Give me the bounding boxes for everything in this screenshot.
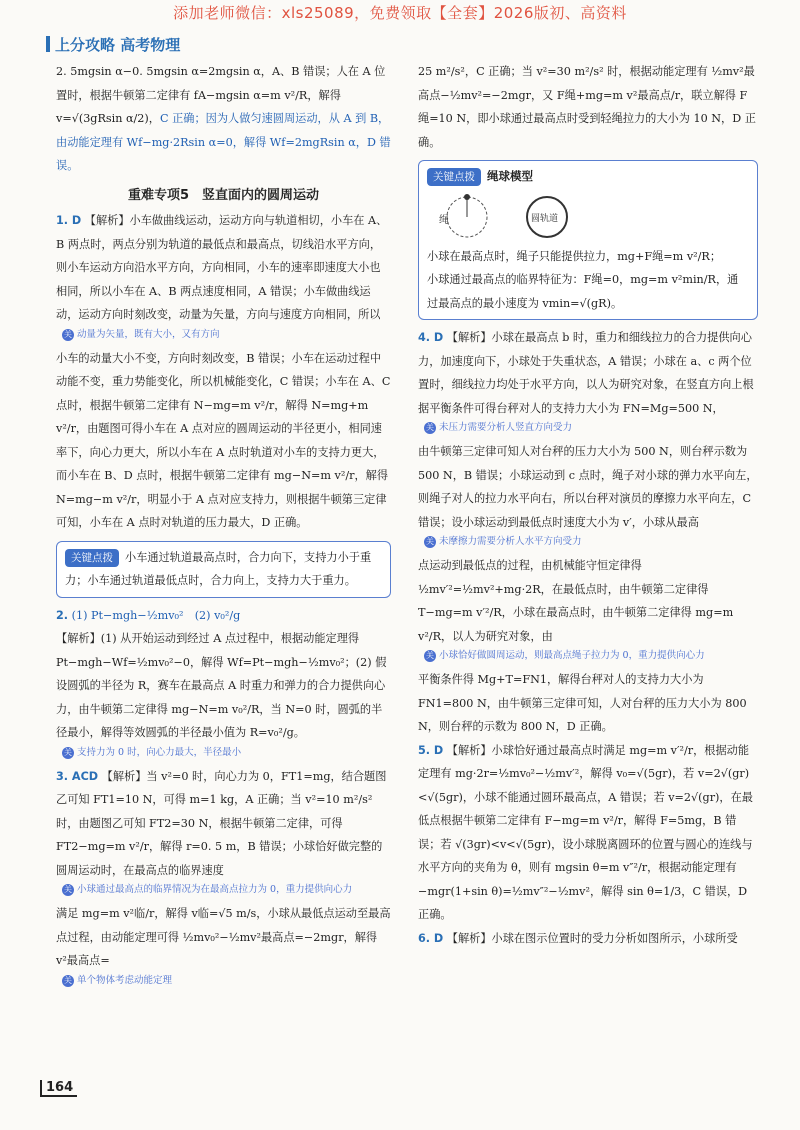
key-icon: 关 [426, 423, 434, 432]
key-icon: 关 [64, 975, 72, 985]
left-column [56, 60, 391, 993]
intro-text-b: C 正确；因为人做匀速圆周运动，从 A 到 B，由动能定理有 Wf−mg·2Rsin α=0，解得 Wf=2mgRsin α， [56, 112, 390, 149]
q1-number: 1. D [56, 214, 82, 227]
page-header [46, 34, 180, 55]
q3-paragraph [56, 765, 391, 883]
intro-text-a: 2. 5mgsin α−0. 5mgsin α=2mgsin α，A、B 错误；人在 A 位置时，根据牛顿第二定律有 fA−mgsin α=m v²/R，解得 v=√(3gRsin α/2)， [56, 65, 386, 125]
rope-diagram-svg [427, 189, 587, 245]
header-bar [46, 36, 50, 52]
q3-note-2 [62, 973, 391, 989]
key-icon: 关 [64, 329, 72, 339]
q5-number: 5. D [418, 743, 444, 757]
rope-model-box [418, 160, 758, 320]
q3-note-text: 小球通过最高点的临界情况为在最高点拉力为 0，重力提供向心力 [77, 884, 353, 895]
q6-text: 【解析】小球在图示位置时的受力分析如图所示，小球所受 [446, 931, 738, 945]
key-icon: 关 [426, 537, 434, 546]
q4-note3-text: 小球恰好做圆周运动，则最高点绳子拉力为 0，重力提供向心力 [439, 650, 705, 661]
q3-number: 3. ACD [56, 769, 99, 783]
q3-paragraph-2: 满足 mg=m v²临/r，解得 v临=√5 m/s，小球从最低点运动至最高点过程，由动能定理可得 ½mv₀²−½mv²最高点=−2mgr，解得 v²最高点= [56, 907, 391, 967]
q1-kp-tag: 关键点拨 [65, 549, 119, 567]
q4-note-3 [424, 648, 758, 664]
q1-text: 【解析】小车做曲线运动，运动方向与轨道相切，小车在 A、B 两点时，两点分别为轨道的最低点和最高点，切线沿水平方向，则小车运动方向沿水平方向，方向相同，小车的速率即速度大小也相同，所以小车在 A、B 两点速度相同，A 错误；小车做曲线运动，运动方向时刻改变，动量为矢量，方向与速度方向相同，所以 [56, 214, 388, 321]
q4-paragraph-3: 点运动到最低点的过程，由机械能守恒定律得 ½mv′²=½mv²+mg·2R，在最低点时，由牛顿第二定律得 T−mg=m v′²/R，小球在最高点时，由牛顿第二定律得 mg=m v²/R，以人为研究对象，由 [418, 559, 734, 643]
q4-paragraph [418, 326, 758, 420]
q1-paragraph-2: 小车的动量大小不变，方向时刻改变，B 错误；小车在运动过程中动能不变，重力势能变化，所以机械能变化，C 错误；小车在 A、C 点时，根据牛顿第二定律有 N−mg=m v²/r，解得 N=mg+m v²/r，由题图可得小车在 A 点对应的圆周运动的半径更小，相同速率下，向心力更大，所以小车在 A 点时轨道对小车的支持力更大，而小车在 B、D 点时，根据牛顿第二定律有 mg−N=m v²/r，解得 N=mg−m v²/r，明显小于 A 点对应支持力，则根据牛顿第三定律可知，小车在 A 点时对轨道的压力最大，D 正确。 [56, 351, 391, 529]
q5-text: 【解析】小球恰好通过最高点时满足 mg=m v′²/r，根据动能定理有 mg·2r=½mv₀²−½mv′²，解得 v₀=√(5gr)，若 v=2√(gr)<√(5gr)，小球不能通过圆环最高点，A 错误；若 v=2√(gr)，在最低点根据牛顿第二定律有 F−mg=m v²/r，解得 F=5mg，B 错误；若 √(3gr)<v<√(5gr)，设小球脱离圆环的位置与圆心的连线与水平方向的夹角为 θ，则有 mgsin θ=m v″²/r，根据动能定理有 −mgr(1+sin θ)=½mv″²−½mv²，解得 sin θ=1/3，C 错误，D 正确。 [418, 743, 753, 921]
q1-note [62, 327, 391, 343]
q1-key-point-box [56, 541, 391, 598]
rope-label: 绳 [439, 214, 449, 226]
q2-number: 2. [56, 608, 69, 622]
intro-text-c: D 错误。 [56, 135, 391, 172]
rope-diagram [427, 189, 749, 245]
section-title: 重难专项5 竖直面内的圆周运动 [127, 187, 320, 203]
q4-number: 4. D [418, 331, 444, 344]
watermark: 添加老师微信：xls25089，免费领取【全套】2026版初、高资料 [173, 4, 627, 22]
header-title: 上分攻略 高考物理 [55, 36, 181, 54]
q5-paragraph [418, 739, 758, 927]
q4-note-2 [424, 534, 758, 550]
key-icon: 关 [64, 885, 72, 894]
q2-paragraph: 【解析】(1) 从开始运动到经过 A 点过程中，根据动能定理得 Pt−mgh−Wf=½mv₀²−0，解得 Wf=Pt−mgh−½mv₀²；(2) 假设圆弧的半径为 R，赛车在最高点 A 时重力和弹力的合力提供向心力，由牛顿第二定律得 mg−N=m v₀²/R，当 N=0 时，圆弧的半径最小，解得等效圆弧的半径最小值为 R=v₀²/g。 [56, 632, 387, 739]
q4-paragraph-4: 平衡条件得 Mg+T=FN1，解得台秤对人的支持力大小为 FN1=800 N，由牛顿第三定律可知，人对台秤的压力大小为 800 N，则台秤的示数为 800 N，D 正确。 [418, 673, 747, 733]
kp-line-1: 小球在最高点时，绳子只能提供拉力，mg+F绳=m v²/R； [427, 249, 722, 263]
q2-note-text: 支持力为 0 时，向心力最大，半径最小 [77, 746, 242, 758]
q3-text: 【解析】当 v²=0 时，向心力为 0，FT1=mg，结合题图乙可知 FT1=10 N，可得 m=1 kg，A 正确；当 v²=10 m²/s² 时，由题图乙可知 FT2=30 N，根据牛顿第二定律，可得 FT2−mg=m v²/r，解得 r=0. 5 m，B 错误；小球恰好做完整的圆周运动时，在最高点的临界速度 [56, 769, 387, 877]
key-icon: 关 [64, 747, 72, 757]
q1-paragraph [56, 209, 391, 327]
key-icon: 关 [426, 651, 434, 660]
q4-paragraph-2: 由牛顿第三定律可知人对台秤的压力大小为 500 N，则台秤示数为 500 N，B 错误；小球运动到 c 点时，绳子对小球的弹力水平向左，则绳子对人的拉力水平向右，所以台秤对演员的摩擦力水平向左，C 错误；设小球运动到最低点时速度大小为 v′，小球从最高 [418, 445, 758, 529]
q2-answer [56, 604, 391, 628]
q1-kp-text: 小车通过轨道最高点时，合力向下，支持力小于重力；小车通过轨道最低点时，合力向上，支持力大于重力。 [65, 550, 372, 587]
q3-note2-text: 单个物体考虑动能定理 [77, 974, 173, 986]
right-column [418, 60, 758, 950]
kp-title: 绳球模型 [487, 169, 533, 183]
q4-note-1 [424, 420, 758, 436]
ball-dot [464, 194, 470, 200]
q1-note-text: 动量为矢量，既有大小，又有方向 [77, 328, 220, 340]
page-number: 164 [40, 1080, 77, 1097]
q4-note2-text: 未摩擦力需要分析人水平方向受力 [439, 536, 582, 547]
q4-note1-text: 未压力需要分析人竖直方向受力 [439, 422, 573, 433]
q3-continued: 25 m²/s²，C 正确；当 v²=30 m²/s² 时，根据动能定理有 ½mv²最高点−½mv²=−2mgr，又 F绳+mg=m v²最高点/r，联立解得 F绳=10 N，即小球通过最高点时受到轻绳拉力的大小为 10 N，D 正确。 [418, 65, 756, 149]
q6-number: 6. D [418, 931, 444, 945]
q6-paragraph [418, 927, 758, 951]
q4-text: 【解析】小球在最高点 b 时，重力和细线拉力的合力提供向心力，加速度向下，小球处于失重状态，A 错误；小球在 a、c 两个位置时，细线拉力均处于水平方向，以人为研究对象，在竖直方向上根据平衡条件可得台秤对人的支持力大小为 FN=Mg=500 N， [418, 331, 754, 415]
track-label: 圆轨道 [531, 213, 559, 224]
kp-tag: 关键点拨 [427, 168, 481, 186]
intro-paragraph [56, 60, 391, 178]
q2-note [62, 745, 391, 761]
q3-note [62, 882, 391, 898]
kp-line-2: 小球通过最高点的临界特征为：F绳=0，mg=m v²min/R，通过最高点的最小速度为 vmin=√(gR)。 [427, 273, 739, 310]
q2-answer-text: (1) Pt−mgh−½mv₀² (2) v₀²/g [71, 608, 241, 622]
